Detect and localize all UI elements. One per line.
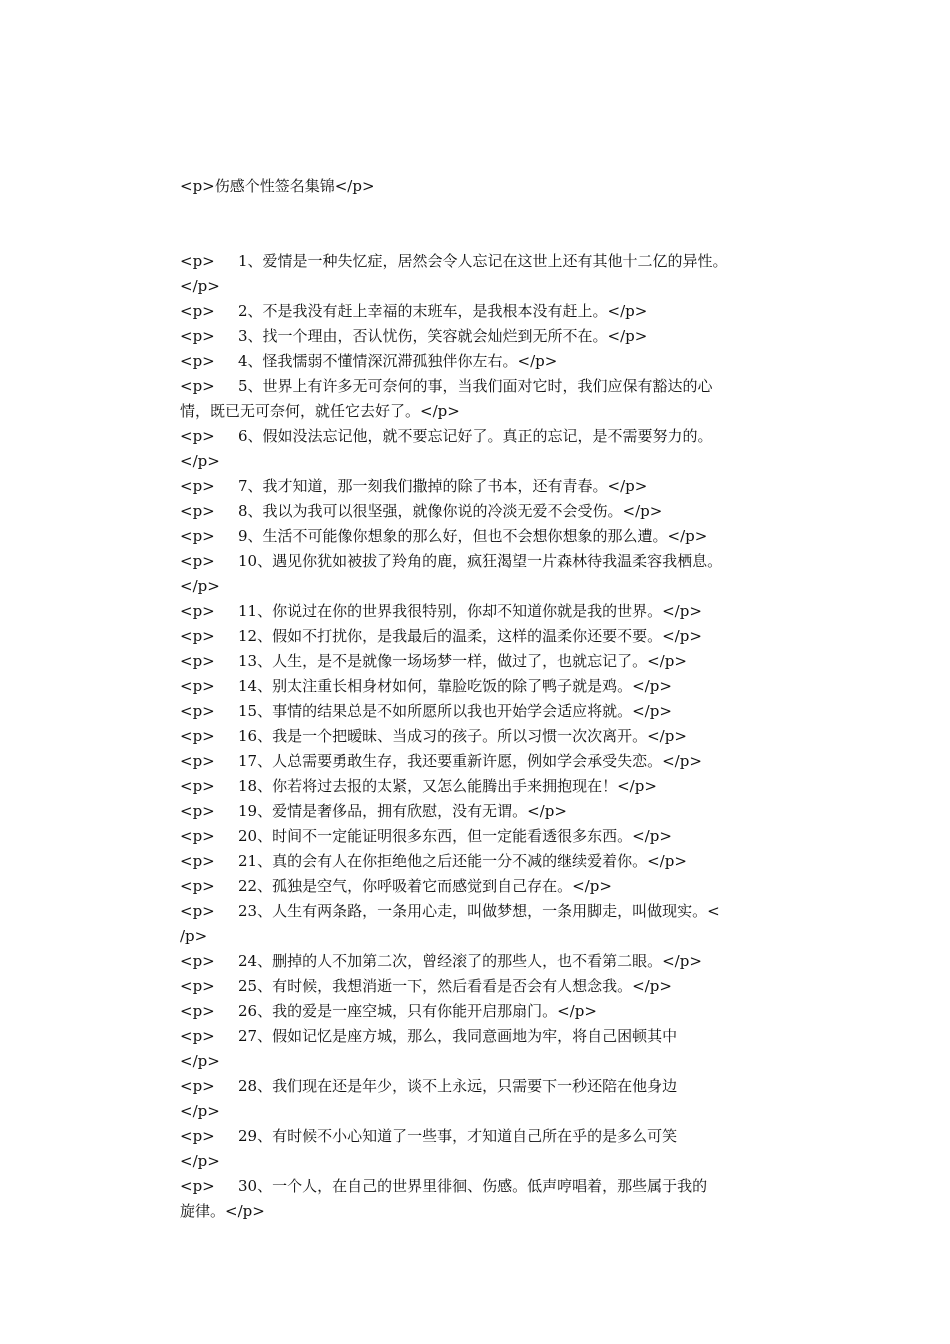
list-item-continuation: </p>	[180, 1052, 220, 1070]
paragraph-open-tag: <p>	[180, 602, 215, 620]
paragraph-open-tag: <p>	[180, 727, 215, 745]
list-item	[180, 999, 780, 1024]
paragraph-open-tag: <p>	[180, 1002, 215, 1020]
list-item-text: 7、我才知道，那一刻我们撒掉的除了书本，还有青春。</p>	[238, 477, 648, 495]
list-item-text: 8、我以为我可以很坚强，就像你说的冷淡无爱不会受伤。</p>	[238, 502, 663, 520]
paragraph-open-tag: <p>	[180, 1177, 215, 1195]
paragraph-open-tag: <p>	[180, 327, 215, 345]
paragraph-open-tag: <p>	[180, 677, 215, 695]
list-item-text: 12、假如不打扰你，是我最后的温柔，这样的温柔你还要不要。</p>	[238, 627, 702, 645]
list-item	[180, 849, 780, 874]
list-item-text: 18、你若将过去报的太紧，又怎么能腾出手来拥抱现在！</p>	[238, 777, 657, 795]
list-item-text: 2、不是我没有赶上幸福的末班车，是我根本没有赶上。</p>	[238, 302, 648, 320]
list-item	[180, 649, 780, 674]
document-title: <p>伤感个性签名集锦</p>	[180, 177, 375, 195]
paragraph-open-tag: <p>	[180, 552, 215, 570]
list-item	[180, 899, 780, 924]
list-item	[180, 424, 780, 449]
list-item	[180, 599, 780, 624]
list-item	[180, 249, 780, 274]
signature-list	[180, 249, 780, 1224]
paragraph-open-tag: <p>	[180, 302, 215, 320]
paragraph-open-tag: <p>	[180, 652, 215, 670]
list-item	[180, 974, 780, 999]
list-item	[180, 624, 780, 649]
paragraph-open-tag: <p>	[180, 502, 215, 520]
list-item	[180, 799, 780, 824]
list-item-text: 23、人生有两条路，一条用心走，叫做梦想，一条用脚走，叫做现实。<	[238, 902, 720, 920]
list-item	[180, 824, 780, 849]
list-item-continuation: /p>	[180, 927, 208, 945]
paragraph-open-tag: <p>	[180, 802, 215, 820]
list-item-text: 27、假如记忆是座方城，那么，我同意画地为牢，将自己困顿其中	[238, 1027, 678, 1045]
list-item-text: 4、怪我懦弱不懂情深沉滞孤独伴你左右。</p>	[238, 352, 558, 370]
list-item	[180, 1074, 780, 1099]
paragraph-open-tag: <p>	[180, 852, 215, 870]
list-item	[180, 949, 780, 974]
list-item-text: 21、真的会有人在你拒绝他之后还能一分不减的继续爱着你。</p>	[238, 852, 687, 870]
list-item-text: 30、一个人，在自己的世界里徘徊、伤感。低声哼唱着，那些属于我的	[238, 1177, 708, 1195]
list-item-text: 3、找一个理由，否认忧伤，笑容就会灿烂到无所不在。</p>	[238, 327, 648, 345]
list-item	[180, 874, 780, 899]
list-item	[180, 699, 780, 724]
list-item-continuation: 旋律。</p>	[180, 1202, 265, 1220]
list-item-text: 10、遇见你犹如被拔了羚角的鹿，疯狂渴望一片森林待我温柔容我栖息。	[238, 552, 723, 570]
list-item-text: 25、有时候，我想消逝一下，然后看看是否会有人想念我。</p>	[238, 977, 672, 995]
list-item	[180, 774, 780, 799]
list-item-text: 24、删掉的人不加第二次，曾经滚了的那些人，也不看第二眼。</p>	[238, 952, 702, 970]
list-item-text: 17、人总需要勇敢生存，我还要重新许愿，例如学会承受失恋。</p>	[238, 752, 702, 770]
list-item	[180, 1024, 780, 1049]
list-item-continuation: 情，既已无可奈何，就任它去好了。</p>	[180, 402, 460, 420]
paragraph-open-tag: <p>	[180, 377, 215, 395]
list-item	[180, 674, 780, 699]
list-item	[180, 474, 780, 499]
list-item	[180, 499, 780, 524]
paragraph-open-tag: <p>	[180, 977, 215, 995]
paragraph-open-tag: <p>	[180, 952, 215, 970]
list-item-text: 15、事情的结果总是不如所愿所以我也开始学会适应将就。</p>	[238, 702, 672, 720]
list-item-text: 20、时间不一定能证明很多东西，但一定能看透很多东西。</p>	[238, 827, 672, 845]
paragraph-open-tag: <p>	[180, 1127, 215, 1145]
list-item-text: 16、我是一个把暧昧、当成习的孩子。所以习惯一次次离开。</p>	[238, 727, 687, 745]
list-item	[180, 724, 780, 749]
list-item-continuation: </p>	[180, 452, 220, 470]
list-item-continuation: </p>	[180, 1152, 220, 1170]
paragraph-open-tag: <p>	[180, 477, 215, 495]
list-item-text: 28、我们现在还是年少，谈不上永远，只需要下一秒还陪在他身边	[238, 1077, 678, 1095]
paragraph-open-tag: <p>	[180, 352, 215, 370]
paragraph-open-tag: <p>	[180, 627, 215, 645]
list-item-text: 11、你说过在你的世界我很特别，你却不知道你就是我的世界。</p>	[238, 602, 702, 620]
paragraph-open-tag: <p>	[180, 252, 215, 270]
list-item	[180, 524, 780, 549]
paragraph-open-tag: <p>	[180, 752, 215, 770]
paragraph-open-tag: <p>	[180, 827, 215, 845]
list-item	[180, 349, 780, 374]
list-item	[180, 1124, 780, 1149]
paragraph-open-tag: <p>	[180, 902, 215, 920]
list-item-continuation: </p>	[180, 1102, 220, 1120]
paragraph-open-tag: <p>	[180, 877, 215, 895]
paragraph-open-tag: <p>	[180, 1027, 215, 1045]
paragraph-open-tag: <p>	[180, 702, 215, 720]
list-item	[180, 549, 780, 574]
list-item-text: 29、有时候不小心知道了一些事，才知道自己所在乎的是多么可笑	[238, 1127, 678, 1145]
list-item-text: 26、我的爱是一座空城，只有你能开启那扇门。</p>	[238, 1002, 597, 1020]
list-item-text: 1、爱情是一种失忆症，居然会令人忘记在这世上还有其他十二亿的异性。	[238, 252, 728, 270]
list-item-text: 5、世界上有许多无可奈何的事，当我们面对它时，我们应保有豁达的心	[238, 377, 713, 395]
list-item	[180, 299, 780, 324]
list-item-text: 14、别太注重长相身材如何，靠脸吃饭的除了鸭子就是鸡。</p>	[238, 677, 672, 695]
list-item-text: 19、爱情是奢侈品，拥有欣慰，没有无谓。</p>	[238, 802, 567, 820]
list-item	[180, 374, 780, 399]
list-item-text: 9、生活不可能像你想象的那么好，但也不会想你想象的那么遭。</p>	[238, 527, 708, 545]
paragraph-open-tag: <p>	[180, 777, 215, 795]
paragraph-open-tag: <p>	[180, 527, 215, 545]
list-item	[180, 749, 780, 774]
paragraph-open-tag: <p>	[180, 1077, 215, 1095]
list-item-text: 6、假如没法忘记他，就不要忘记好了。真正的忘记，是不需要努力的。	[238, 427, 713, 445]
list-item-text: 22、孤独是空气，你呼吸着它而感觉到自己存在。</p>	[238, 877, 612, 895]
list-item-continuation: </p>	[180, 577, 220, 595]
list-item	[180, 1174, 780, 1199]
list-item-text: 13、人生，是不是就像一场场梦一样，做过了，也就忘记了。</p>	[238, 652, 687, 670]
list-item	[180, 324, 780, 349]
paragraph-open-tag: <p>	[180, 427, 215, 445]
list-item-continuation: </p>	[180, 277, 220, 295]
